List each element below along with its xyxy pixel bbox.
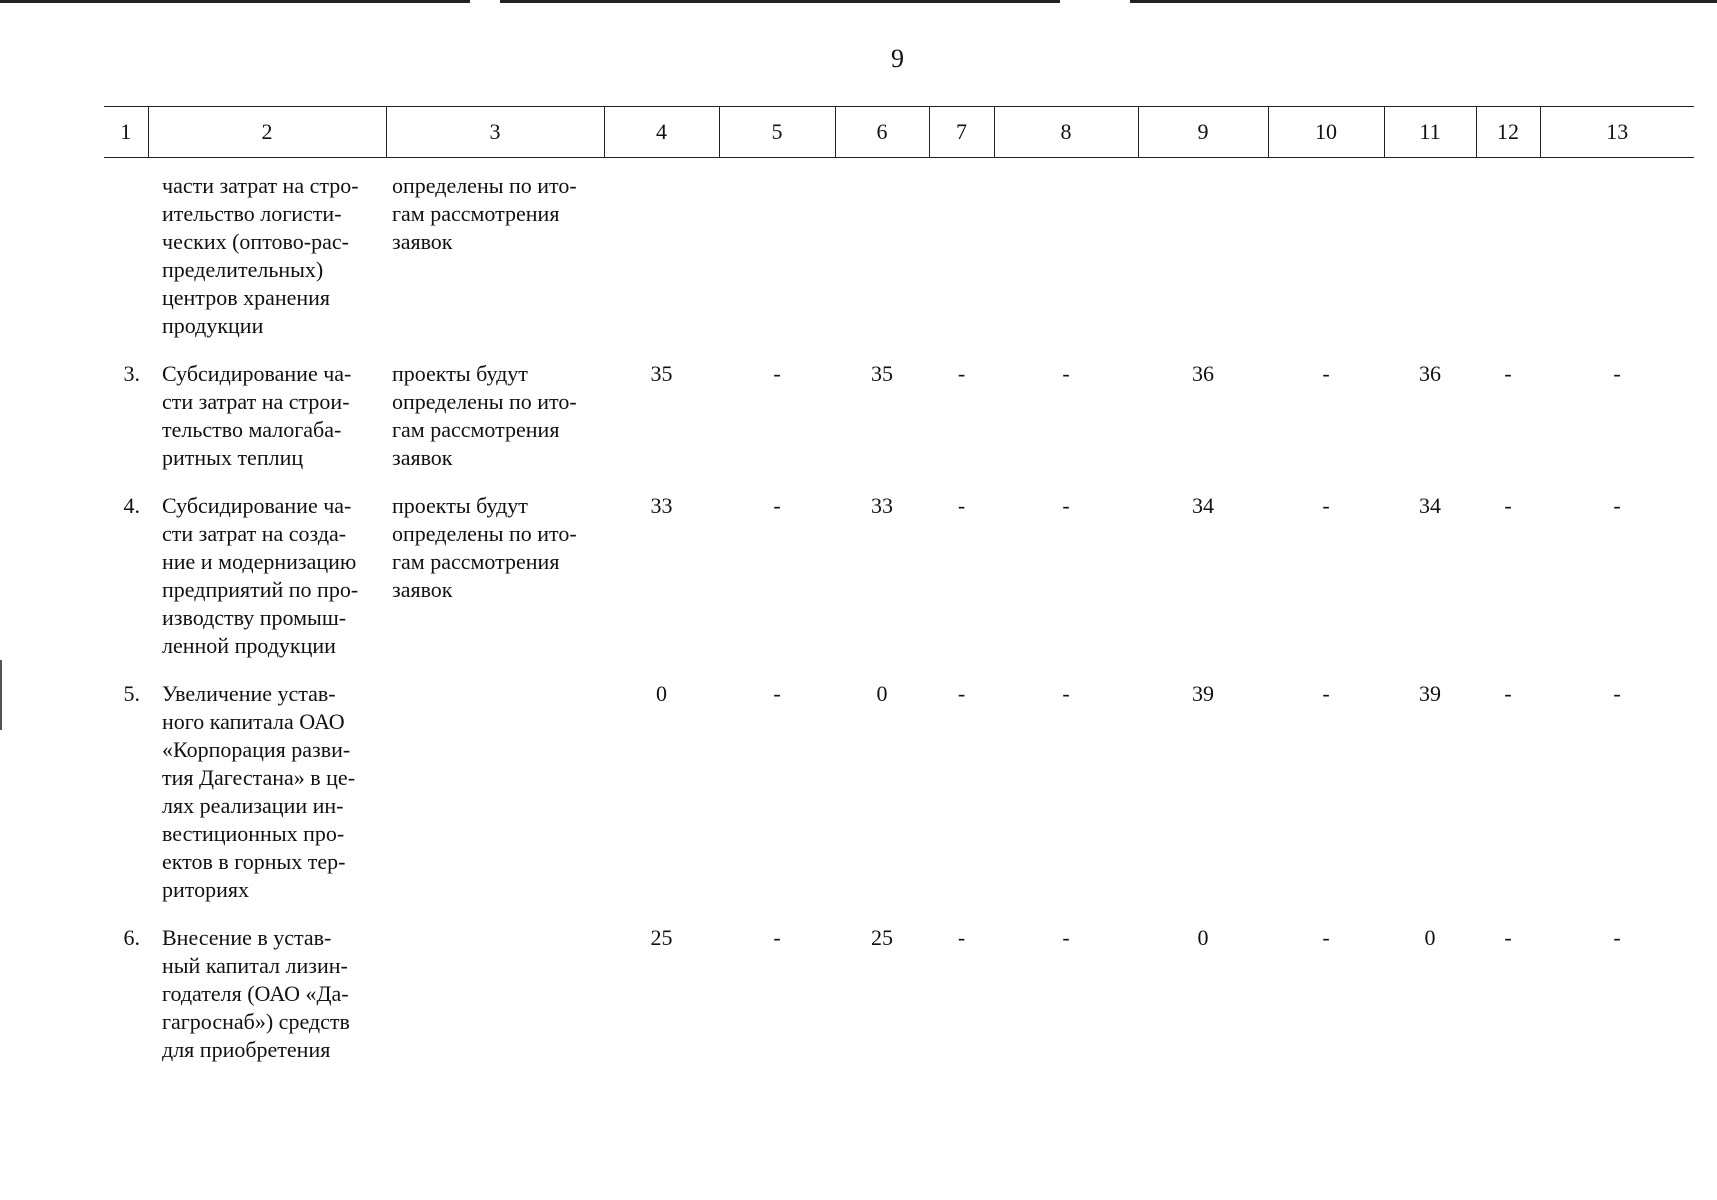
value-cell bbox=[1476, 158, 1540, 361]
row-number: 6. bbox=[123, 925, 140, 950]
value-cell: - bbox=[773, 493, 781, 518]
value-cell bbox=[1268, 158, 1384, 361]
table-row bbox=[104, 360, 1694, 492]
column-header: 8 bbox=[994, 107, 1138, 158]
column-header: 10 bbox=[1268, 107, 1384, 158]
column-header: 4 bbox=[604, 107, 719, 158]
value-cell bbox=[1540, 158, 1694, 361]
value-cell: - bbox=[773, 681, 781, 706]
page-top-edge bbox=[1130, 0, 1717, 3]
value-cell: 39 bbox=[1192, 681, 1214, 706]
measure-name: Субсидирование ча- сти затрат на строи- тельство малогаба- ритных теплиц bbox=[162, 361, 352, 470]
projects-cell bbox=[386, 924, 604, 1084]
column-header: 12 bbox=[1476, 107, 1540, 158]
value-cell bbox=[719, 158, 835, 361]
value-cell: - bbox=[957, 493, 966, 518]
projects-cell: определены по ито- гам рассмотрения заявок bbox=[392, 173, 577, 254]
value-cell: 25 bbox=[650, 925, 673, 950]
table-header-row bbox=[104, 107, 1694, 158]
measure-name: Субсидирование ча- сти затрат на созда- ние и модернизацию предприятий по про- изводству промыш- ленной продукции bbox=[162, 493, 359, 658]
projects-cell: проекты будут определены по ито- гам рассмотрения заявок bbox=[392, 493, 577, 602]
value-cell: 0 bbox=[656, 681, 667, 706]
program-table bbox=[104, 106, 1694, 1084]
value-cell bbox=[604, 158, 719, 361]
value-cell: 0 bbox=[1197, 925, 1209, 950]
value-cell: - bbox=[1504, 493, 1512, 518]
value-cell: - bbox=[1504, 361, 1512, 386]
projects-cell: проекты будут определены по ито- гам рассмотрения заявок bbox=[392, 361, 577, 470]
column-header: 2 bbox=[148, 107, 386, 158]
page-top-edge bbox=[0, 0, 470, 3]
measure-name: части затрат на стро- ительство логисти- ческих (оптово-рас- пределительных) центров хранения продукции bbox=[162, 173, 359, 338]
value-cell bbox=[929, 158, 994, 361]
value-cell: - bbox=[1322, 925, 1330, 950]
row-number: 4. bbox=[123, 493, 140, 518]
column-header: 11 bbox=[1384, 107, 1476, 158]
column-header: 6 bbox=[835, 107, 929, 158]
table-row bbox=[104, 492, 1694, 680]
value-cell: - bbox=[1322, 361, 1330, 386]
column-header: 5 bbox=[719, 107, 835, 158]
column-header: 3 bbox=[386, 107, 604, 158]
row-number: 5. bbox=[123, 681, 140, 706]
value-cell: - bbox=[1322, 681, 1330, 706]
value-cell: - bbox=[1613, 925, 1621, 950]
value-cell: - bbox=[1613, 493, 1621, 518]
value-cell: 33 bbox=[871, 493, 893, 518]
value-cell: - bbox=[1062, 361, 1070, 386]
page-left-edge-mark bbox=[0, 660, 2, 730]
value-cell bbox=[1384, 158, 1476, 361]
value-cell: - bbox=[957, 681, 966, 706]
page-number: 9 bbox=[891, 44, 904, 73]
value-cell: - bbox=[773, 925, 781, 950]
value-cell: 25 bbox=[871, 925, 893, 950]
column-header: 13 bbox=[1540, 107, 1694, 158]
value-cell: - bbox=[1504, 681, 1512, 706]
value-cell: 36 bbox=[1419, 361, 1441, 386]
column-header: 9 bbox=[1138, 107, 1268, 158]
column-header: 7 bbox=[929, 107, 994, 158]
value-cell: 35 bbox=[871, 361, 893, 386]
value-cell: - bbox=[957, 361, 966, 386]
page-top-edge bbox=[500, 0, 1060, 3]
value-cell: - bbox=[1613, 361, 1621, 386]
value-cell: 39 bbox=[1419, 681, 1441, 706]
measure-name: Внесение в устав- ный капитал лизин- годателя (ОАО «Да- гагроснаб») средств для приобретения bbox=[162, 925, 350, 1062]
row-number: 3. bbox=[123, 361, 140, 386]
value-cell: 34 bbox=[1419, 493, 1441, 518]
value-cell bbox=[1138, 158, 1268, 361]
value-cell: 36 bbox=[1192, 361, 1214, 386]
value-cell: - bbox=[1062, 681, 1070, 706]
value-cell: - bbox=[1613, 681, 1621, 706]
value-cell: - bbox=[1062, 925, 1070, 950]
table-row bbox=[104, 924, 1694, 1084]
value-cell: - bbox=[957, 925, 966, 950]
measure-name: Увеличение устав- ного капитала ОАО «Корпорация разви- тия Дагестана» в це- лях реализации ин- вестиционных про- ектов в горных тер- риториях bbox=[162, 681, 356, 902]
value-cell: 0 bbox=[1424, 925, 1436, 950]
value-cell: 0 bbox=[876, 681, 888, 706]
table-row-continuation bbox=[104, 158, 1694, 361]
value-cell: - bbox=[1322, 493, 1330, 518]
projects-cell bbox=[386, 680, 604, 924]
value-cell: - bbox=[1504, 925, 1512, 950]
value-cell: 35 bbox=[650, 361, 673, 386]
value-cell: 34 bbox=[1192, 493, 1214, 518]
table-row bbox=[104, 680, 1694, 924]
value-cell bbox=[994, 158, 1138, 361]
value-cell: - bbox=[773, 361, 781, 386]
value-cell: - bbox=[1062, 493, 1070, 518]
value-cell: 33 bbox=[650, 493, 673, 518]
column-header: 1 bbox=[104, 107, 148, 158]
row-number bbox=[104, 158, 148, 361]
value-cell bbox=[835, 158, 929, 361]
